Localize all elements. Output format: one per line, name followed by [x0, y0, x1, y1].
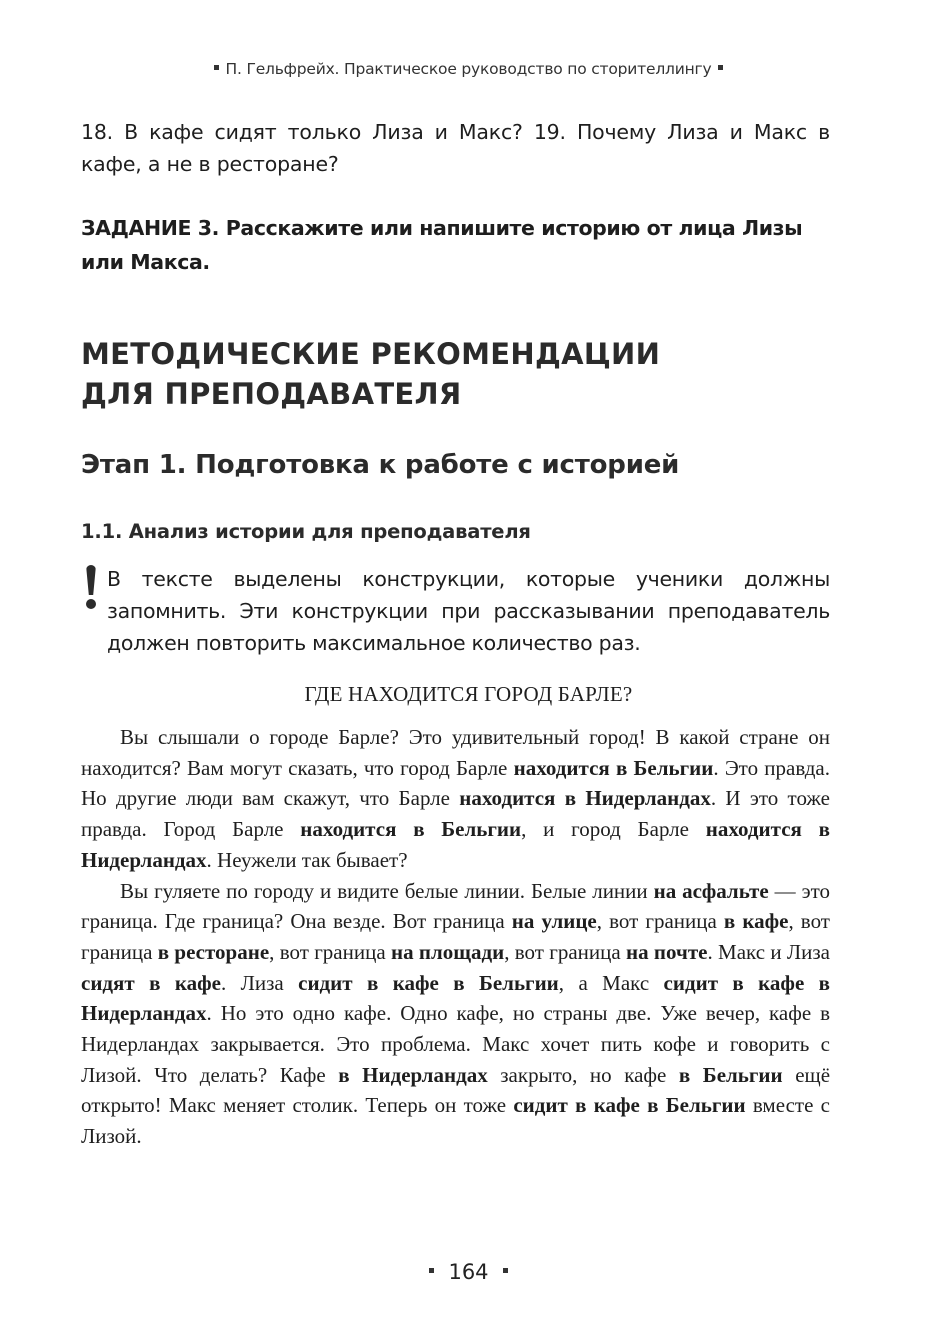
story-text-segment: ещё открыто! Макс меняет столик. Теперь он тоже: [81, 1062, 831, 1118]
story-text-segment: , и город Барле: [521, 817, 706, 842]
exclamation-icon: [81, 565, 101, 611]
stage-heading: Этап 1. Подготовка к работе с историей: [81, 450, 680, 480]
story-text-segment: , вот граница: [269, 939, 391, 964]
story-text-segment: , вот граница: [81, 909, 830, 964]
running-header: [0, 60, 937, 78]
story-text-segment: закрыто, но кафе: [487, 1062, 679, 1087]
key-construction: находится в Бельгии: [300, 817, 522, 842]
story-text-segment: , вот граница: [596, 909, 724, 934]
section-heading-line-2: ДЛЯ ПРЕПОДАВАТЕЛЯ: [81, 377, 462, 411]
story-text-segment: . Макс и Лиза: [707, 939, 830, 964]
story-text-segment: . Но это одно кафе. Одно кафе, но страны две. Уже вечер, кафе в Нидерландах закрывается. Это проблема. Макс хочет пить кофе и говорить с Лизой. Что делать? Кафе: [81, 1001, 830, 1087]
key-construction: на асфальте: [653, 878, 769, 903]
key-construction: на почте: [626, 939, 708, 964]
page-number: 164: [448, 1260, 489, 1284]
square-bullet-icon: [503, 1268, 508, 1273]
story-text-segment: . Лиза: [220, 970, 299, 995]
section-heading: [81, 334, 830, 414]
key-construction: в Нидерландах: [338, 1062, 488, 1087]
key-construction: на площади: [390, 939, 505, 964]
note-text: В тексте выделены конструкции, которые ученики должны запомнить. Эти конструкции при рассказывании преподаватель должен повторить максимальное количество раз.: [107, 567, 830, 655]
story-text-segment: . Неужели так бывает?: [206, 847, 408, 872]
key-construction: в ресторане: [157, 939, 270, 964]
questions-paragraph: 18. В кафе сидят только Лиза и Макс? 19. Почему Лиза и Макс в кафе, а не в ресторане?: [81, 120, 830, 176]
page-footer: [0, 1260, 937, 1284]
story-text-segment: . Это правда. Но другие люди вам скажут, что Барле: [81, 755, 830, 811]
key-construction: сидит в кафе в Бельгии: [513, 1093, 746, 1118]
story-text-segment: , вот граница: [504, 939, 627, 964]
task-3: ЗАДАНИЕ 3. Расскажите или напишите историю от лица Лизы или Макса.: [81, 216, 803, 274]
square-bullet-icon: [429, 1268, 434, 1273]
key-construction: в кафе: [723, 909, 789, 934]
story-text: [81, 722, 830, 1152]
key-construction: находится в Нидерландах: [459, 786, 711, 811]
key-construction: сидит в кафе в Нидерландах: [81, 970, 830, 1026]
story-text-segment: , а Макс: [558, 970, 664, 995]
square-bullet-icon: [214, 65, 219, 70]
story-text-segment: . И это тоже правда. Город Барле: [81, 786, 830, 842]
subsection-heading: 1.1. Анализ истории для преподавателя: [81, 520, 531, 543]
key-construction: сидят в кафе: [81, 970, 221, 995]
running-header-text: П. Гельфрейх. Практическое руководство по сторителлингу: [225, 60, 712, 78]
story-text-segment: Вы слышали о городе Барле? Это удивительный город! В какой стране он находится? Вам могут сказать, что город Барле: [81, 725, 830, 780]
key-construction: находится в Бельгии: [513, 755, 714, 780]
key-construction: на улице: [511, 909, 597, 934]
story-paragraph: [81, 876, 830, 1152]
square-bullet-icon: [718, 65, 723, 70]
section-heading-line-1: МЕТОДИЧЕСКИЕ РЕКОМЕНДАЦИИ: [81, 337, 661, 371]
story-paragraph: [81, 722, 830, 876]
story-text-segment: — это граница. Где граница? Она везде. Вот граница: [81, 878, 830, 934]
key-construction: в Бельгии: [678, 1062, 783, 1087]
story-text-segment: вместе с Лизой.: [81, 1093, 830, 1149]
key-construction: сидит в кафе в Бельгии: [298, 970, 559, 995]
story-text-segment: Вы гуляете по городу и видите белые линии. Белые линии: [120, 878, 654, 903]
key-construction: находится в Нидерландах: [81, 817, 831, 872]
story-title: ГДЕ НАХОДИТСЯ ГОРОД БАРЛЕ?: [304, 682, 633, 706]
